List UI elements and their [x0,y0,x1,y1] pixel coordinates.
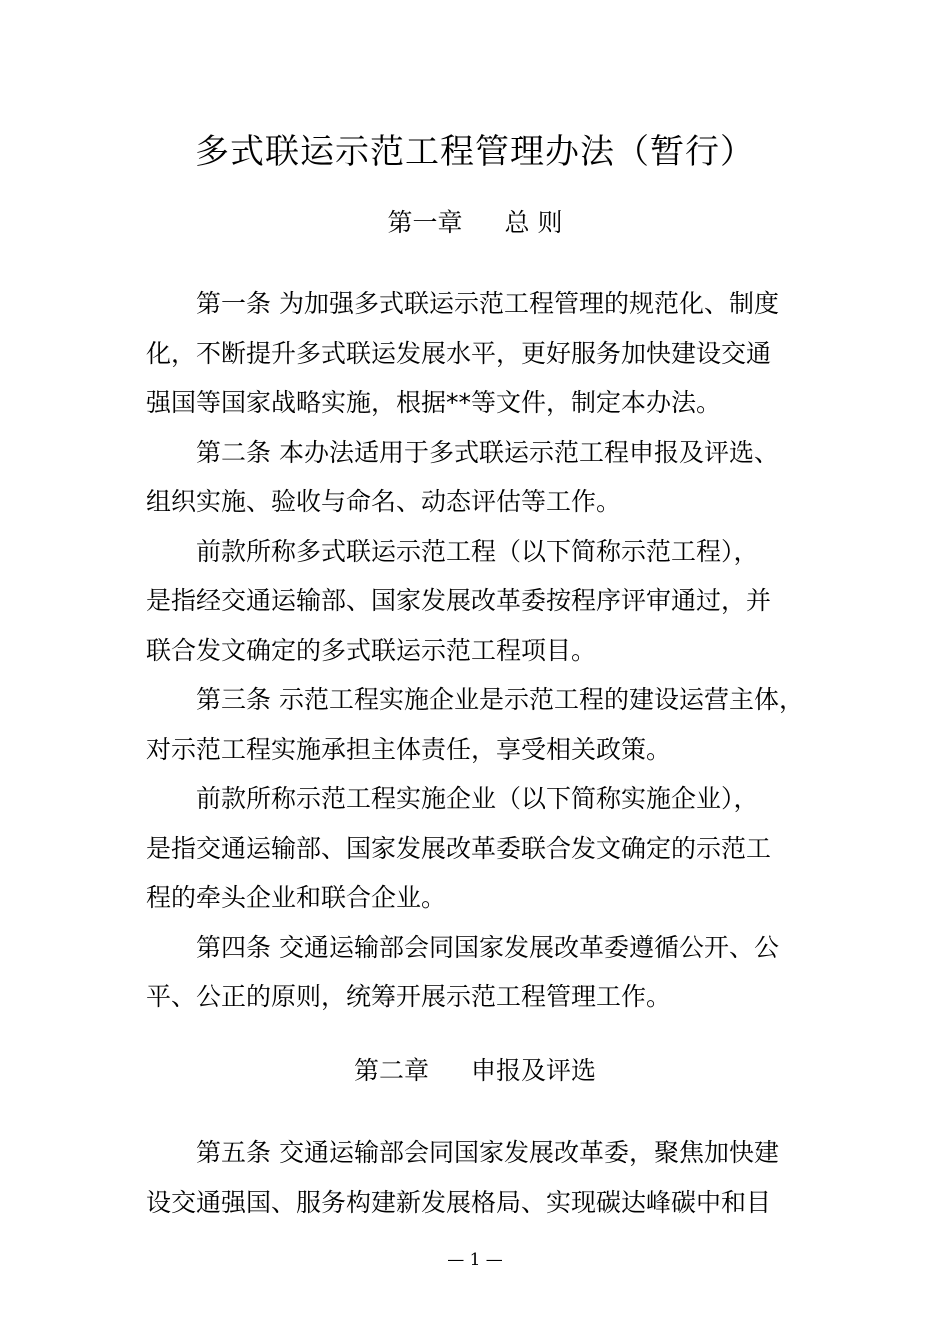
text-line: 设交通强国、服务构建新发展格局、实现碳达峰碳中和目 [146,1187,772,1217]
text-line: 第五条 交通运输部会同国家发展改革委，聚焦加快建 [196,1138,779,1167]
article-1-paragraph [146,279,836,428]
text-line: 化，不断提升多式联运发展水平，更好服务加快建设交通 [146,338,772,368]
text-line: 前款所称示范工程实施企业（以下简称实施企业）， [196,784,759,813]
article-2-clause-paragraph [146,527,836,676]
text-line: 第一条 为加强多式联运示范工程管理的规范化、制度 [196,289,779,318]
chapter-heading-1 [0,206,950,240]
text-line: 组织实施、验收与命名、动态评估等工作。 [146,487,622,516]
text-line: 平、公正的原则，统筹开展示范工程管理工作。 [146,982,672,1011]
chapter-name: 申报及评选 [471,1056,597,1085]
article-4-paragraph [146,923,836,1022]
chapter-2-body [146,1128,836,1227]
text-line: 强国等国家战略实施，根据**等文件，制定本办法。 [146,388,722,417]
chapter-number: 第一章 [387,208,463,237]
chapter-1-body [146,279,836,1022]
text-line: 是指交通运输部、国家发展改革委联合发文确定的示范工 [146,833,772,863]
article-3-paragraph [146,675,836,774]
text-line: 程的牵头企业和联合企业。 [146,883,447,912]
page-number: — 1 — [447,1250,503,1270]
text-line: 是指经交通运输部、国家发展改革委按程序评审通过，并 [146,586,772,615]
text-line: 第二条 本办法适用于多式联运示范工程申报及评选、 [196,437,779,467]
text-line: 第三条 示范工程实施企业是示范工程的建设运营主体， [196,685,804,714]
article-5-paragraph [146,1128,836,1227]
chapter-name: 总 则 [504,208,563,237]
article-2-paragraph [146,428,836,527]
text-line: 前款所称多式联运示范工程（以下简称示范工程）， [196,536,759,566]
text-line: 联合发文确定的多式联运示范工程项目。 [146,635,597,665]
text-line: 第四条 交通运输部会同国家发展改革委遵循公开、公 [196,932,779,962]
document-title: 多式联运示范工程管理办法（暂行） [195,132,755,172]
article-3-clause-paragraph [146,774,836,923]
text-line: 对示范工程实施承担主体责任，享受相关政策。 [146,734,672,764]
chapter-heading-2 [0,1054,950,1088]
chapter-number: 第二章 [353,1056,429,1085]
